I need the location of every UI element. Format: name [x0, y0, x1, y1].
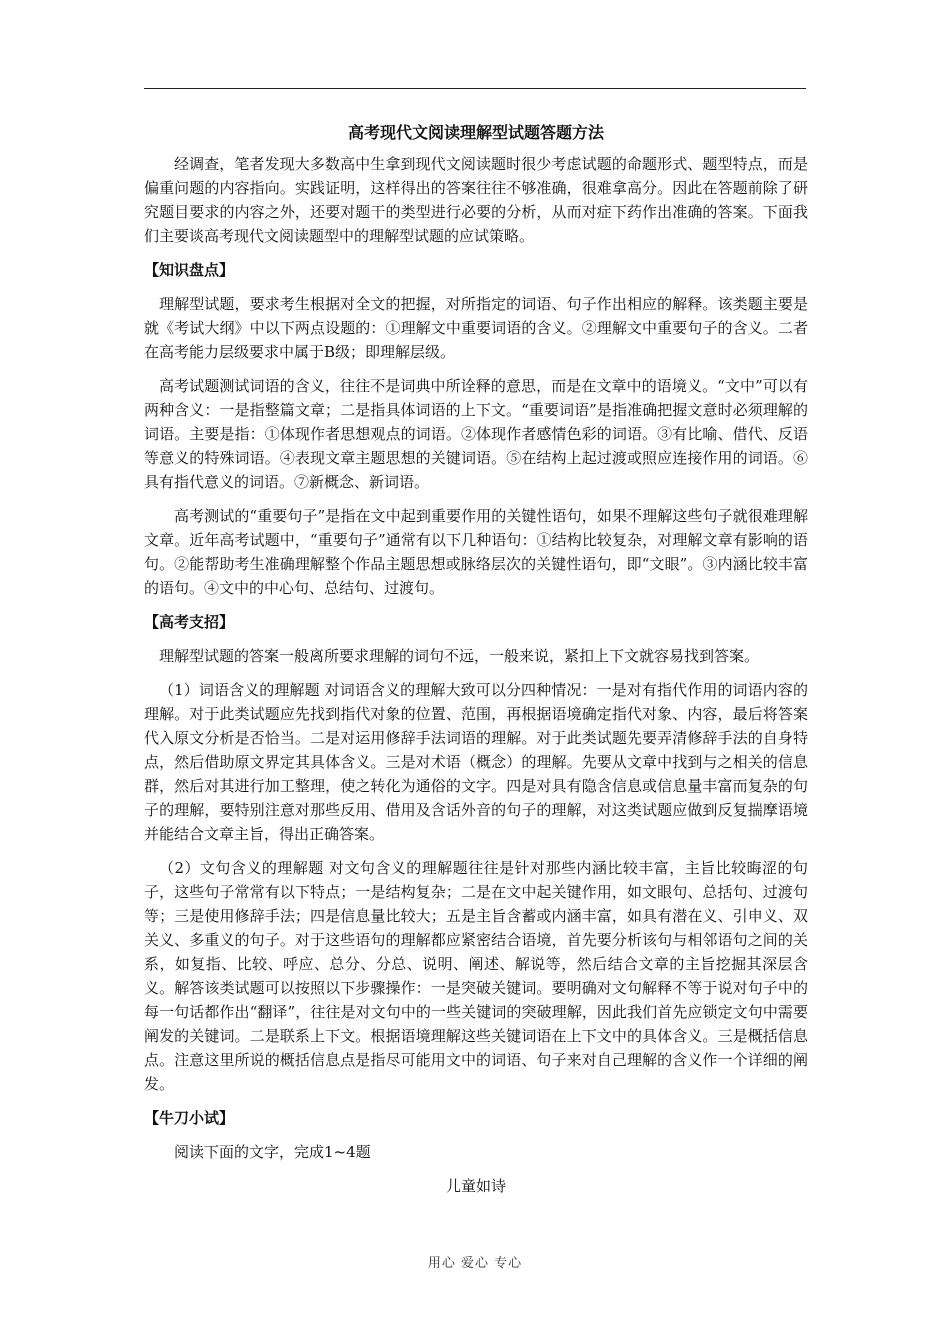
knowledge-paragraph: 理解型试题，要求考生根据对全文的把握，对所指定的词语、句子作出相应的解释。该类题主要是就《考试大纲》中以下两点设题的：①理解文中重要词语的含义。②理解文中重要句子的含义。二者在高考能力层级要求中属于B级；即理解层级。 [144, 295, 808, 361]
tips-paragraph: （1）词语含义的理解题 对词语含义的理解大致可以分四种情况：一是对有指代作用的词语内容的理解。对于此类试题应先找到指代对象的位置、范围，再根据语境确定指代对象、内容，最后将答案代入原文分析是否恰当。二是对运用修辞手法词语的理解。对于此类试题先要弄清修辞手法的自身特点，然后借助原文界定其具体含义。三是对术语（概念）的理解。先要从文章中找到与之相关的信息群，然后对其进行加工整理，使之转化为通俗的文字。四是对具有隐含信息或信息量丰富而复杂的句子的理解，要特别注意对那些反用、借用及含话外音的句子的理解，对这类试题应做到反复揣摩语境并能结合文章主旨，得出正确答案。 [144, 681, 808, 843]
passage-title: 儿童如诗 [445, 1177, 506, 1195]
section-heading-practice: 【牛刀小试】 [144, 1109, 235, 1127]
knowledge-paragraph: 高考测试的“重要句子”是指在文中起到重要作用的关键性语句，如果不理解这些句子就很难理解文章。近年高考试题中，“重要句子”通常有以下几种语句：①结构比较复杂，对理解文章有影响的语句。②能帮助考生准确理解整个作品主题思想或脉络层次的关键性语句，即“文眼”。③内涵比较丰富的语句。④文中的中心句、总结句、过渡句。 [144, 507, 808, 597]
tips-paragraph: 理解型试题的答案一般离所要求理解的词句不远，一般来说，紧扣上下文就容易找到答案。 [159, 647, 760, 665]
header-rule [144, 88, 806, 89]
intro-paragraph: 经调查，笔者发现大多数高中生拿到现代文阅读题时很少考虑试题的命题形式、题型特点，而是偏重问题的内容指向。实践证明，这样得出的答案往往不够准确，很难拿高分。因此在答题前除了研究题目要求的内容之外，还要对题干的类型进行必要的分析，从而对症下药作出准确的答案。下面我们主要谈高考现代文阅读题型中的理解型试题的应试策略。 [144, 155, 808, 245]
page-footer: 用心 爱心 专心 [427, 1256, 523, 1271]
section-heading-tips: 【高考支招】 [144, 613, 235, 631]
document-title: 高考现代文阅读理解型试题答题方法 [347, 123, 604, 142]
section-heading-knowledge: 【知识盘点】 [144, 261, 235, 279]
document-body [144, 120, 808, 1198]
tips-paragraph: （2）文句含义的理解题 对文句含义的理解题往往是针对那些内涵比较丰富，主旨比较晦涩的句子，这些句子常常有以下特点；一是结构复杂；二是在文中起关键作用，如文眼句、总括句、过渡句等；三是使用修辞手法；四是信息量比较大；五是主旨含蓄或内涵丰富，如具有潜在义、引申义、双关义、多重义的句子。对于这些语句的理解都应紧密结合语境，首先要分析该句与相邻语句之间的关系，如复指、比较、呼应、总分、分总、说明、阐述、解说等，然后结合文章的主旨挖掘其深层含义。解答该类试题可以按照以下步骤操作：一是突破关键词。要明确对文句解释不等于说对句子中的每一句话都作出“翻译”，往往是对文句中的一些关键词的突破理解，因此我们首先应锁定文句中需要阐发的关键词。二是联系上下文。根据语境理解这些关键词语在上下文中的具体含义。三是概括信息点。注意这里所说的概括信息点是指尽可能用文中的词语、句子来对自己理解的含义作一个详细的阐发。 [144, 859, 808, 1093]
practice-instruction: 阅读下面的文字，完成1~4题 [174, 1143, 371, 1161]
knowledge-paragraph: 高考试题测试词语的含义，往往不是词典中所诠释的意思，而是在文章中的语境义。“文中”可以有两种含义：一是指整篇文章；二是指具体词语的上下文。“重要词语”是指准确把握文意时必须理解的词语。主要是指：①体现作者思想观点的词语。②体现作者感情色彩的词语。③有比喻、借代、反语等意义的特殊词语。④表现文章主题思想的关键词语。⑤在结构上起过渡或照应连接作用的词语。⑥具有指代意义的词语。⑦新概念、新词语。 [144, 377, 808, 491]
